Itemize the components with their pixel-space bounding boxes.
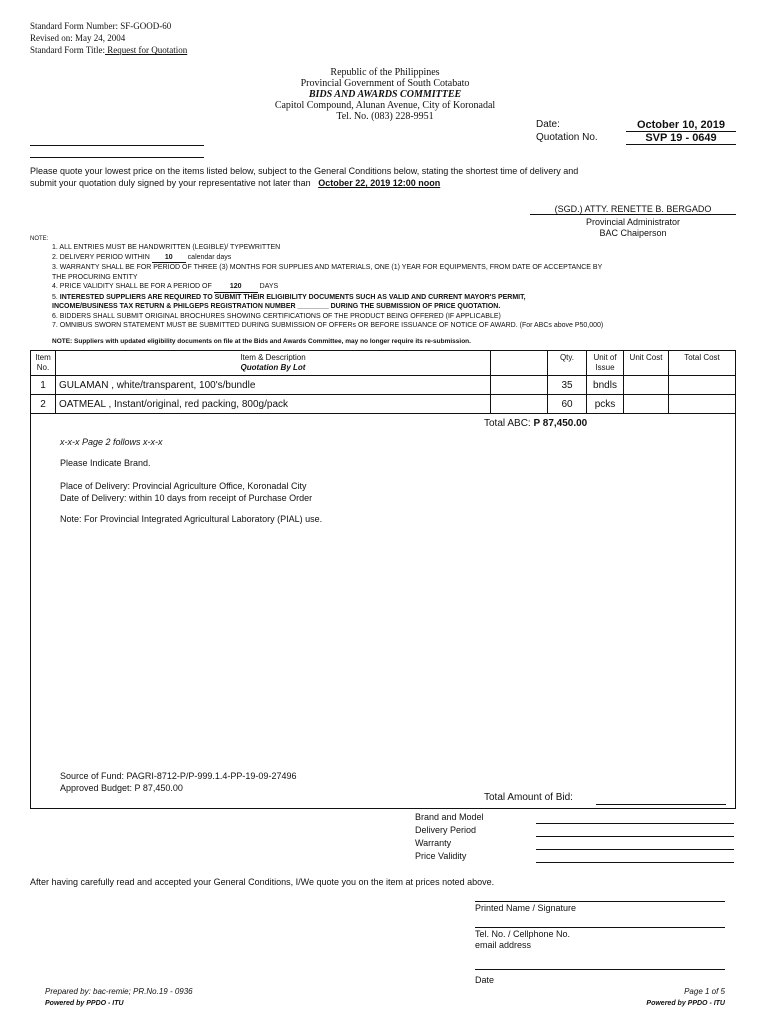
notes-label: NOTE: [30, 236, 49, 242]
form-revised: Revised on: May 24, 2004 [30, 33, 126, 43]
signature-line[interactable] [475, 901, 725, 902]
powered-right: Powered by PPDO - ITU [646, 1000, 725, 1007]
header-qty: Qty. [548, 351, 587, 376]
footer-left [45, 986, 193, 1010]
unit-cost-cell[interactable] [624, 376, 669, 395]
note-7: 7. OMNIBUS SWORN STATEMENT MUST BE SUBMITTED DURING SUBMISSION OF OFFERs OR BEFORE ISSUANCE OF NOTICE OF AWARD. (For ABCs above P50,000) [52, 322, 604, 329]
delivery-info: Place of Delivery: Provincial Agriculture Office, Koronadal City Date of Delivery: within 10 days from receipt of Purchase Order [60, 481, 313, 503]
committee-line: BIDS AND AWARDS COMMITTEE [308, 89, 462, 100]
header-description: Item & Description Quotation By Lot [56, 351, 491, 376]
acceptance-text: After having carefully read and accepted your General Conditions, I/We quote you on the item at prices noted above. [30, 877, 495, 887]
pial-note: Note: For Provincial Integrated Agricultural Laboratory (PIAL) use. [60, 514, 323, 524]
page-follows: x-x-x Page 2 follows x-x-x [60, 437, 163, 447]
note-3: 3. WARRANTY SHALL BE FOR PERIOD OF THREE (3) MONTHS FOR SUPPLIES AND MATERIALS, ONE (1) YEAR FOR EQUIPMENTS, FROM DATE OF ACCEPTANCE BY [52, 264, 603, 271]
quotation-body [30, 410, 736, 809]
note-1: 1. ALL ENTRIES MUST BE HANDWRITTEN (LEGIBLE)/ TYPEWRITTEN [52, 244, 281, 251]
government-line: Provincial Government of South Cotabato [300, 78, 470, 89]
note-4: 4. PRICE VALIDITY SHALL BE FOR A PERIOD OF 120 DAYS [52, 282, 736, 293]
item-description: GULAMAN , white/transparent, 100's/bundle [56, 376, 491, 395]
suppliers-note: NOTE: Suppliers with updated eligibility documents on file at the Bids and Awards Committee, may no longer require its re-submission. [52, 338, 471, 345]
bid-details: Brand and Model Delivery Period Warranty Price Validity [415, 812, 484, 861]
supplier-name-line[interactable] [30, 145, 204, 146]
fund-source: Source of Fund: PAGRI-8712-P/P-999.1.4-PP-19-09-27496 [60, 771, 297, 781]
tel-line: Tel. No. (083) 228-9951 [336, 111, 434, 122]
date-line[interactable] [475, 969, 725, 970]
indicate-brand: Please Indicate Brand. [60, 458, 151, 468]
approved-budget: Approved Budget: P 87,450.00 [60, 783, 183, 793]
date-label: Date: [536, 119, 560, 130]
tel-line[interactable] [475, 927, 725, 928]
header-item-no: Item No. [31, 351, 56, 376]
header-total-cost: Total Cost [669, 351, 736, 376]
items-table [30, 350, 736, 414]
agency-header [200, 67, 570, 122]
brand-model-field[interactable] [536, 823, 734, 824]
table-header [31, 351, 736, 376]
table-row: 1 GULAMAN , white/transparent, 100's/bundle 35 bndls [31, 376, 736, 395]
deadline: October 22, 2019 12:00 noon [318, 178, 441, 188]
note-5: 5. INTERESTED SUPPLIERS ARE REQUIRED TO SUBMIT THEIR ELIGIBILITY DOCUMENTS SUCH AS VALID AND CURRENT MAYOR'S PERMIT, [52, 293, 526, 301]
supplier-address-line[interactable] [30, 157, 204, 158]
note-6: 6. BIDDERS SHALL SUBMIT ORIGINAL BROCHURES SHOWING CERTIFICATIONS OF THE PRODUCT BEING OFFERED (IF APPLICABLE) [52, 312, 501, 320]
total-bid-field[interactable] [596, 804, 726, 805]
form-number: Standard Form Number: SF-GOOD-60 [30, 21, 172, 31]
header-blank [491, 351, 548, 376]
signatory-name: (SGD.) ATTY. RENETTE B. BERGADO [530, 204, 736, 215]
intro-text: Please quote your lowest price on the items listed below, subject to the General Conditions below, stating the shortest time of delivery and submit your quotation duly signed by your representative not later than October 22, 2019 12:00 noon [30, 166, 579, 188]
date-value: October 10, 2019 [626, 119, 736, 132]
form-meta [30, 20, 187, 56]
address-line: Capitol Compound, Alunan Avenue, City of Koronadal [274, 100, 496, 111]
header-unit-cost: Unit Cost [624, 351, 669, 376]
item-description: OATMEAL , Instant/original, red packing, 800g/pack [56, 395, 491, 414]
contact-labels: Tel. No. / Cellphone No. email address [475, 929, 571, 950]
quotation-number-value: SVP 19 - 0649 [626, 132, 736, 145]
warranty-field[interactable] [536, 849, 734, 850]
republic-line: Republic of the Philippines [330, 67, 440, 78]
quotation-number-label: Quotation No. [536, 132, 598, 143]
item-extra-cell[interactable] [491, 376, 548, 395]
date-label-signature: Date [475, 975, 495, 985]
note-2: 2. DELIVERY PERIOD WITHIN 10 calendar days [52, 253, 736, 264]
printed-name-label: Printed Name / Signature [475, 903, 577, 913]
notes-list: 1. ALL ENTRIES MUST BE HANDWRITTEN (LEGIBLE)/ TYPEWRITTEN 2. DELIVERY PERIOD WITHIN 10 calendar days 3. WARRANTY SHALL BE FOR PERIOD OF THREE (3) MONTHS FOR SUPPLIES AND MATERIALS, ONE (1) YEAR FOR EQUIPMENTS, FROM DATE OF ACCEPTANCE BY THE PROCURING ENTITY 4. PRICE VALIDITY SHALL BE FOR A PERIOD OF 120 DAYS 5. INTERESTED SUPPLIERS ARE REQUIRED TO SUBMIT THEIR ELIGIBILITY DOCUMENTS SUCH AS VALID AND CURRENT MAYOR'S PERMIT, INCOME/BUSINESS TAX RETURN & PHILGEPS REGISTRATION NUMBER ________ DURING THE SUBMISSION OF PRICE QUOTATION. 6. BIDDERS SHALL SUBMIT ORIGINAL BROCHURES SHOWING CERTIFICATIONS OF THE PRODUCT BEING OFFERED (IF APPLICABLE) 7. OMNIBUS SWORN STATEMENT MUST BE SUBMITTED DURING SUBMISSION OF OFFERs OR BEFORE ISSUANCE OF NOTICE OF AWARD. (For ABCs above P50,000) [52, 243, 736, 331]
delivery-period-field[interactable] [536, 836, 734, 837]
price-validity-field[interactable] [536, 862, 734, 863]
total-abc: Total ABC: P 87,450.00 [484, 418, 588, 429]
total-bid-label: Total Amount of Bid: [484, 792, 573, 803]
prepared-by: Prepared by: bac-remie; PR.No.19 - 0936 [45, 987, 193, 996]
header-unit: Unit of Issue [587, 351, 624, 376]
table-row: 2 OATMEAL , Instant/original, red packing, 800g/pack 60 pcks [31, 395, 736, 414]
footer-right [646, 986, 725, 1010]
signatory-titles: Provincial Administrator BAC Chaiperson [585, 217, 681, 238]
fund-info [60, 770, 296, 794]
powered-left: Powered by PPDO - ITU [45, 1000, 124, 1007]
page-number: Page 1 of 5 [684, 987, 725, 996]
total-cost-cell[interactable] [669, 376, 736, 395]
form-title: Standard Form Title: Request for Quotation [30, 45, 188, 55]
